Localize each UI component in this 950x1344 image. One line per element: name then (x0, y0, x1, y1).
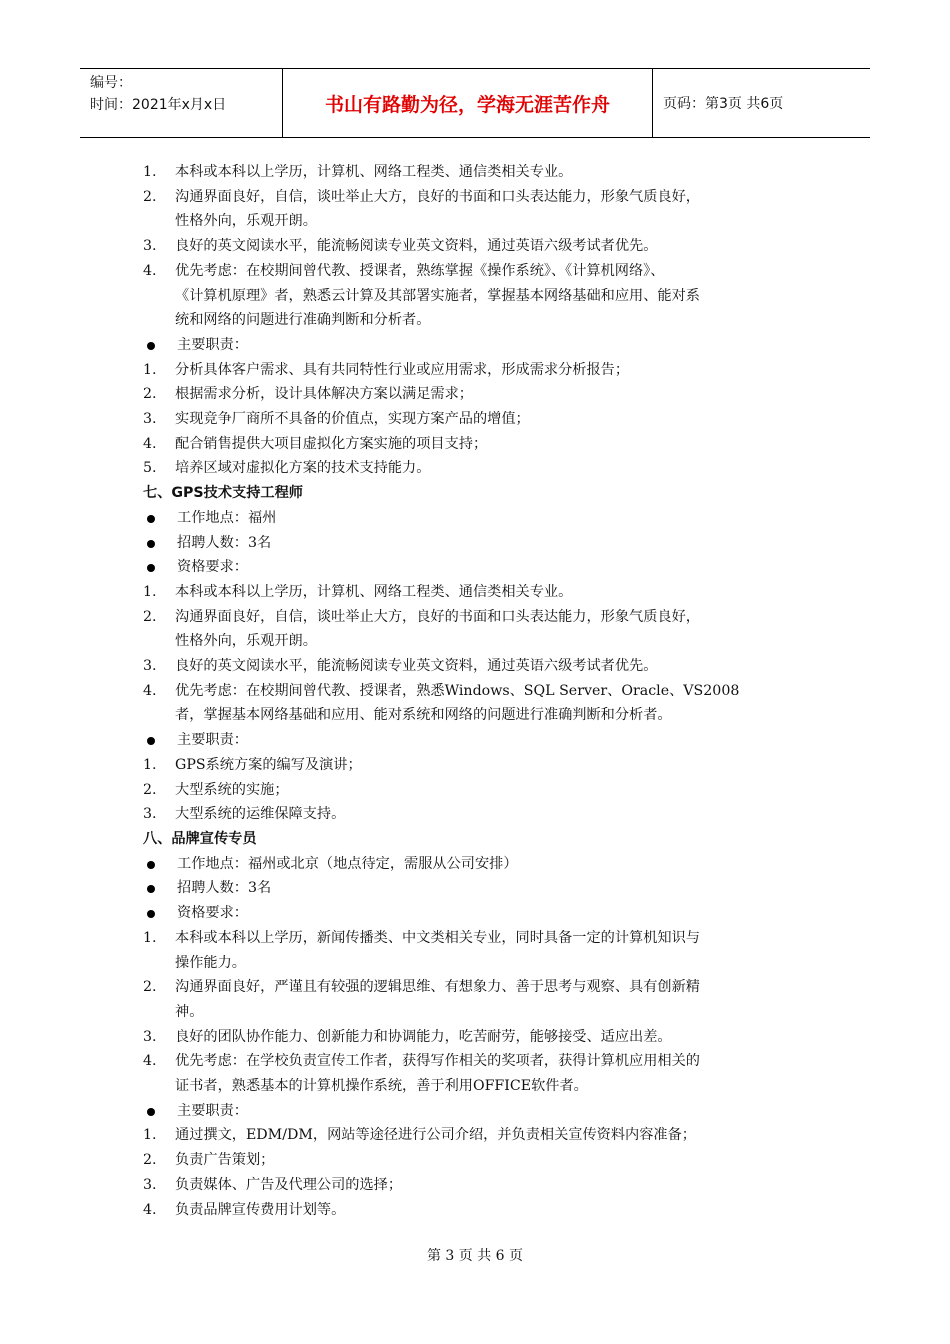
numbered-item (143, 358, 813, 383)
line-text: 优先考虑：在学校负责宣传工作者，获得写作相关的奖项者，获得计算机应用相关的 (175, 1053, 700, 1070)
line-text: 证书者，熟悉基本的计算机操作系统，善于利用OFFICE软件者。 (175, 1078, 588, 1095)
numbered-item (143, 778, 813, 803)
number-label: 编号： (90, 75, 132, 91)
item-number: 1. (143, 164, 157, 180)
line-text: 本科或本科以上学历，计算机、网络工程类、通信类相关专业。 (175, 164, 573, 180)
bullet-icon (147, 1108, 155, 1116)
item-number: 4. (143, 1201, 157, 1218)
item-number: 1. (143, 756, 157, 773)
line-text: 工作地点：福州或北京（地点待定，需服从公司安排） (177, 855, 518, 872)
item-number: 3. (143, 806, 157, 823)
bullet-item (143, 852, 813, 877)
continuation-line (143, 1074, 813, 1099)
line-text: 者，掌握基本网络基础和应用、能对系统和网络的问题进行准确判断和分析者。 (175, 707, 672, 724)
line-text: 良好的团队协作能力、创新能力和协调能力，吃苦耐劳，能够接受、适应出差。 (175, 1028, 672, 1045)
continuation-line (143, 1000, 813, 1025)
numbered-item (143, 382, 813, 407)
line-text: 负责品牌宣传费用计划等。 (175, 1201, 346, 1218)
item-number: 3. (143, 411, 157, 428)
numbered-item (143, 679, 813, 704)
bullet-item (143, 555, 813, 580)
line-text: 招聘人数：3名 (177, 534, 272, 551)
numbered-item (143, 654, 813, 679)
bullet-item (143, 506, 813, 531)
line-text: 良好的英文阅读水平，能流畅阅读专业英文资料，通过英语六级考试者优先。 (175, 238, 658, 255)
line-text: 培养区域对虚拟化方案的技术支持能力。 (175, 460, 431, 477)
numbered-item (143, 605, 813, 630)
header-meta (80, 69, 283, 137)
line-text: 根据需求分析，设计具体解决方案以满足需求； (175, 386, 473, 403)
bullet-item (143, 333, 813, 358)
continuation-line (143, 209, 813, 234)
line-text: 沟通界面良好，严谨且有较强的逻辑思维、有想象力、善于思考与观察、具有创新精 (175, 979, 700, 996)
item-number: 4. (143, 262, 157, 279)
item-number: 2. (143, 188, 157, 205)
line-text: 良好的英文阅读水平，能流畅阅读专业英文资料，通过英语六级考试者优先。 (175, 658, 658, 675)
item-number: 1. (143, 929, 157, 946)
line-text: 招聘人数：3名 (177, 880, 272, 897)
numbered-item (143, 580, 813, 605)
line-text: 八、品牌宣传专员 (143, 830, 257, 847)
section-heading (143, 827, 813, 852)
line-text: 主要职责： (177, 732, 248, 749)
line-text: 负责广告策划； (175, 1152, 275, 1169)
line-text: 七、GPS技术支持工程师 (143, 485, 303, 502)
numbered-item (143, 975, 813, 1000)
continuation-line (143, 703, 813, 728)
line-text: 沟通界面良好，自信，谈吐举止大方，良好的书面和口头表达能力，形象气质良好， (175, 608, 700, 625)
item-number: 3. (143, 658, 157, 675)
numbered-item (143, 234, 813, 259)
item-number: 4. (143, 435, 157, 452)
page-footer: 第 3 页 共 6 页 (426, 1248, 524, 1264)
item-number: 2. (143, 608, 157, 625)
section-heading (143, 481, 813, 506)
numbered-item (143, 1198, 813, 1223)
item-number: 1. (143, 361, 157, 378)
line-text: 优先考虑：在校期间曾代教、授课者，熟练掌握《操作系统》、《计算机网络》、 (175, 262, 665, 279)
bullet-icon (147, 910, 155, 918)
line-text: 性格外向，乐观开朗。 (175, 633, 317, 650)
line-text: 性格外向，乐观开朗。 (175, 213, 317, 230)
item-number: 2. (143, 979, 157, 996)
bullet-icon (147, 515, 155, 523)
line-text: 分析具体客户需求、具有共同特性行业或应用需求，形成需求分析报告； (175, 361, 630, 378)
line-text: 配合销售提供大项目虚拟化方案实施的项目支持； (175, 435, 488, 452)
line-text: 大型系统的运维保障支持。 (175, 806, 346, 823)
line-text: 《计算机原理》者，熟悉云计算及其部署实施者，掌握基本网络基础和应用、能对系 (175, 287, 700, 304)
document-body (143, 160, 813, 1222)
line-text: 主要职责： (177, 336, 248, 353)
page-header (80, 68, 870, 138)
numbered-item (143, 1148, 813, 1173)
continuation-line (143, 308, 813, 333)
line-text: 沟通界面良好，自信，谈吐举止大方，良好的书面和口头表达能力，形象气质良好， (175, 188, 700, 205)
line-text: 大型系统的实施； (175, 781, 289, 798)
bullet-item (143, 876, 813, 901)
line-text: 统和网络的问题进行准确判断和分析者。 (175, 312, 431, 329)
line-text: 负责媒体、广告及代理公司的选择； (175, 1176, 403, 1193)
line-text: 实现竞争厂商所不具备的价值点，实现方案产品的增值； (175, 411, 530, 428)
line-text: 本科或本科以上学历，新闻传播类、中文类相关专业，同时具备一定的计算机知识与 (175, 929, 700, 946)
bullet-item (143, 531, 813, 556)
numbered-item (143, 802, 813, 827)
numbered-item (143, 407, 813, 432)
line-text: 通过撰文，EDM/DM，网站等途径进行公司介绍，并负责相关宣传资料内容准备； (175, 1127, 696, 1144)
item-number: 3. (143, 238, 157, 255)
bullet-icon (147, 564, 155, 572)
numbered-item (143, 1173, 813, 1198)
continuation-line (143, 629, 813, 654)
line-text: 本科或本科以上学历，计算机、网络工程类、通信类相关专业。 (175, 583, 573, 600)
line-text: 工作地点：福州 (177, 509, 277, 526)
numbered-item (143, 753, 813, 778)
line-text: 资格要求： (177, 905, 248, 922)
item-number: 5. (143, 460, 157, 477)
item-number: 1. (143, 583, 157, 600)
item-number: 1. (143, 1127, 157, 1144)
item-number: 4. (143, 1053, 157, 1070)
line-text: 神。 (175, 1003, 204, 1020)
numbered-item (143, 1049, 813, 1074)
line-text: 优先考虑：在校期间曾代教、授课者，熟悉Windows、SQL Server、Oracle、VS2008 (175, 682, 740, 699)
bullet-icon (147, 885, 155, 893)
item-number: 3. (143, 1176, 157, 1193)
bullet-item (143, 901, 813, 926)
continuation-line (143, 284, 813, 309)
bullet-icon (147, 737, 155, 745)
item-number: 2. (143, 781, 157, 798)
bullet-item (143, 728, 813, 753)
continuation-line (143, 951, 813, 976)
bullet-icon (147, 861, 155, 869)
item-number: 2. (143, 1152, 157, 1169)
item-number: 3. (143, 1028, 157, 1045)
numbered-item (143, 456, 813, 481)
numbered-item (143, 432, 813, 457)
numbered-item (143, 160, 813, 185)
numbered-item (143, 259, 813, 284)
numbered-item (143, 926, 813, 951)
bullet-icon (147, 540, 155, 548)
item-number: 4. (143, 682, 157, 699)
line-text: GPS系统方案的编写及演讲； (175, 756, 362, 773)
header-page-info: 页码：第3页 共6页 (663, 96, 784, 112)
header-motto: 书山有路勤为径，学海无涯苦作舟 (283, 69, 653, 137)
line-text: 资格要求： (177, 559, 248, 576)
item-number: 2. (143, 386, 157, 403)
numbered-item (143, 1123, 813, 1148)
bullet-icon (147, 342, 155, 350)
numbered-item (143, 185, 813, 210)
line-text: 主要职责： (177, 1102, 248, 1119)
numbered-item (143, 1025, 813, 1050)
bullet-item (143, 1099, 813, 1124)
time-label: 时间：2021年x月x日 (90, 97, 227, 113)
line-text: 操作能力。 (175, 954, 246, 971)
